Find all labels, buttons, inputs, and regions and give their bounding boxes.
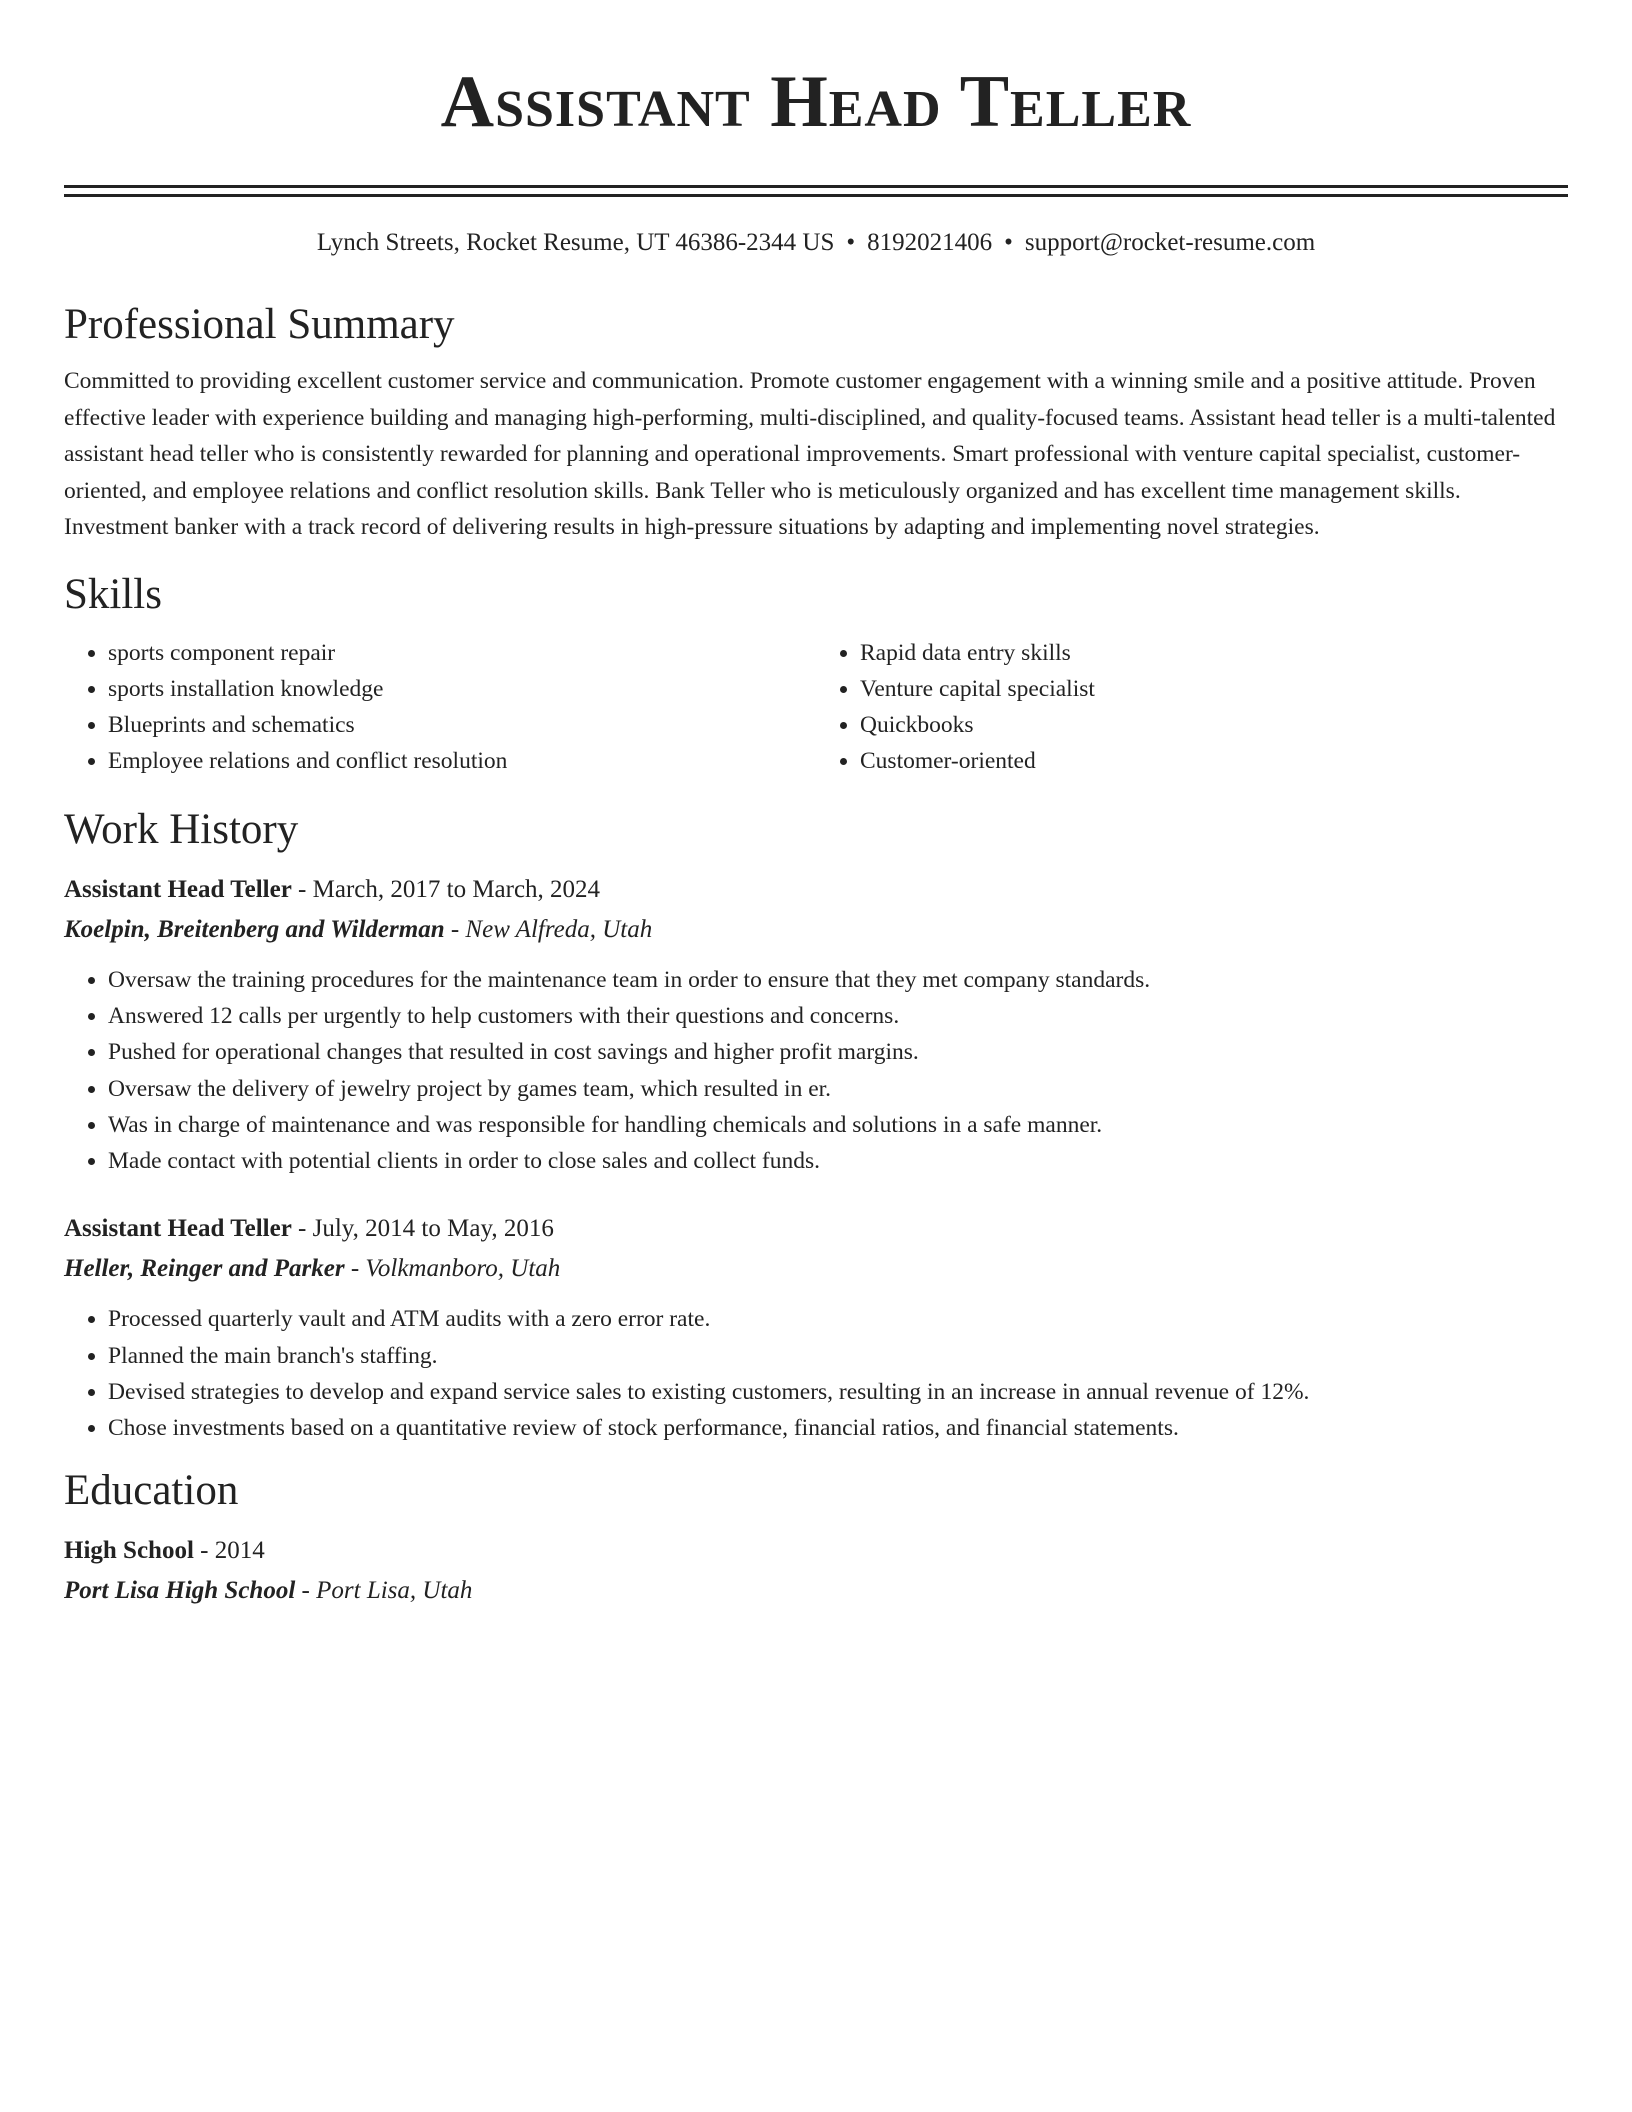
job-bullet: • Oversaw the delivery of jewelry project by games team, which resulted in er. <box>108 1071 1568 1107</box>
job-bullet: • Oversaw the training procedures for the maintenance team in order to ensure that they met company standards. <box>108 962 1568 998</box>
education-location: - Port Lisa, Utah <box>295 1576 473 1604</box>
contact-address: Lynch Streets, Rocket Resume, UT 46386-2344 US <box>316 229 835 256</box>
section-heading-work-history: Work History <box>64 805 299 853</box>
job-bullet: • Chose investments based on a quantitative review of stock performance, financial ratios, and financial statements. <box>108 1410 1568 1446</box>
resume-name-title: Assistant Head Teller <box>440 61 1192 143</box>
job-bullet: • Processed quarterly vault and ATM audits with a zero error rate. <box>108 1301 1568 1337</box>
job-bullet: • Made contact with potential clients in order to close sales and collect funds. <box>108 1143 1568 1179</box>
skill-item: • sports installation knowledge <box>108 671 816 707</box>
job-company: Koelpin, Breitenberg and Wilderman <box>64 915 445 943</box>
job-entry <box>64 870 1568 1180</box>
education-year: - 2014 <box>193 1536 265 1564</box>
section-heading-education: Education <box>64 1466 239 1514</box>
skill-item: • Customer-oriented <box>860 743 1568 779</box>
job-bullet: • Pushed for operational changes that resulted in cost savings and higher profit margins. <box>108 1034 1568 1070</box>
education-school-line <box>64 1571 1568 1611</box>
contact-line <box>64 227 1568 259</box>
job-company-line <box>64 910 1568 950</box>
job-responsibilities <box>64 1301 1568 1446</box>
job-title-line <box>64 1209 1568 1249</box>
skill-item: • Quickbooks <box>860 707 1568 743</box>
job-bullet: • Devised strategies to develop and expand service sales to existing customers, resulting in an increase in annual revenue of 12%. <box>108 1374 1568 1410</box>
skill-item: • Rapid data entry skills <box>860 635 1568 671</box>
skills-column-right <box>816 635 1568 780</box>
job-bullet: • Answered 12 calls per urgently to help customers with their questions and concerns. <box>108 998 1568 1034</box>
contact-separator: • <box>1004 229 1013 256</box>
contact-email: support@rocket-resume.com <box>1024 229 1316 256</box>
skill-item: • sports component repair <box>108 635 816 671</box>
contact-phone: 8192021406 <box>867 229 993 256</box>
skill-item: • Blueprints and schematics <box>108 707 816 743</box>
education-degree: High School <box>64 1536 194 1564</box>
job-bullet: • Planned the main branch's staffing. <box>108 1338 1568 1374</box>
summary-text: Committed to providing excellent customer service and communication. Promote customer engagement with a winning smile and a positive attitude. Proven effective leader with experience building and managing high-performing, multi-disciplined, and quality-focused teams. Assistant head teller is a multi-talented assistant head teller who is consistently rewarded for planning and operational improvements. Smart professional with venture capital specialist, customer-oriented, and employee relations and conflict resolution skills. Bank Teller who is meticulously organized and has excellent time management skills. Investment banker with a track record of delivering results in high-pressure situations by adapting and implementing novel strategies. <box>64 368 1556 540</box>
education-school: Port Lisa High School <box>64 1576 296 1604</box>
skills-column-left <box>64 635 816 780</box>
job-location: - Volkmanboro, Utah <box>344 1255 561 1283</box>
job-dates: - March, 2017 to March, 2024 <box>291 875 601 903</box>
section-heading-skills: Skills <box>64 570 162 618</box>
job-bullet: • Was in charge of maintenance and was responsible for handling chemicals and solutions in a safe manner. <box>108 1107 1568 1143</box>
job-location: - New Alfreda, Utah <box>444 915 653 943</box>
job-title: Assistant Head Teller <box>64 875 292 903</box>
skill-item: • Venture capital specialist <box>860 671 1568 707</box>
job-company: Heller, Reinger and Parker <box>64 1255 345 1283</box>
job-dates: - July, 2014 to May, 2016 <box>291 1215 554 1243</box>
job-company-line <box>64 1249 1568 1289</box>
education-entry <box>64 1531 1568 1611</box>
skills-list <box>64 635 1568 780</box>
skill-item: • Employee relations and conflict resolution <box>108 743 816 779</box>
job-entry <box>64 1209 1568 1446</box>
contact-separator: • <box>846 229 856 256</box>
header-divider-top <box>64 185 1568 188</box>
job-title-line <box>64 870 1568 910</box>
education-degree-line <box>64 1531 1568 1571</box>
job-title: Assistant Head Teller <box>64 1215 292 1243</box>
section-heading-summary: Professional Summary <box>64 301 455 348</box>
header-divider-bottom <box>64 194 1568 197</box>
job-responsibilities <box>64 962 1568 1180</box>
